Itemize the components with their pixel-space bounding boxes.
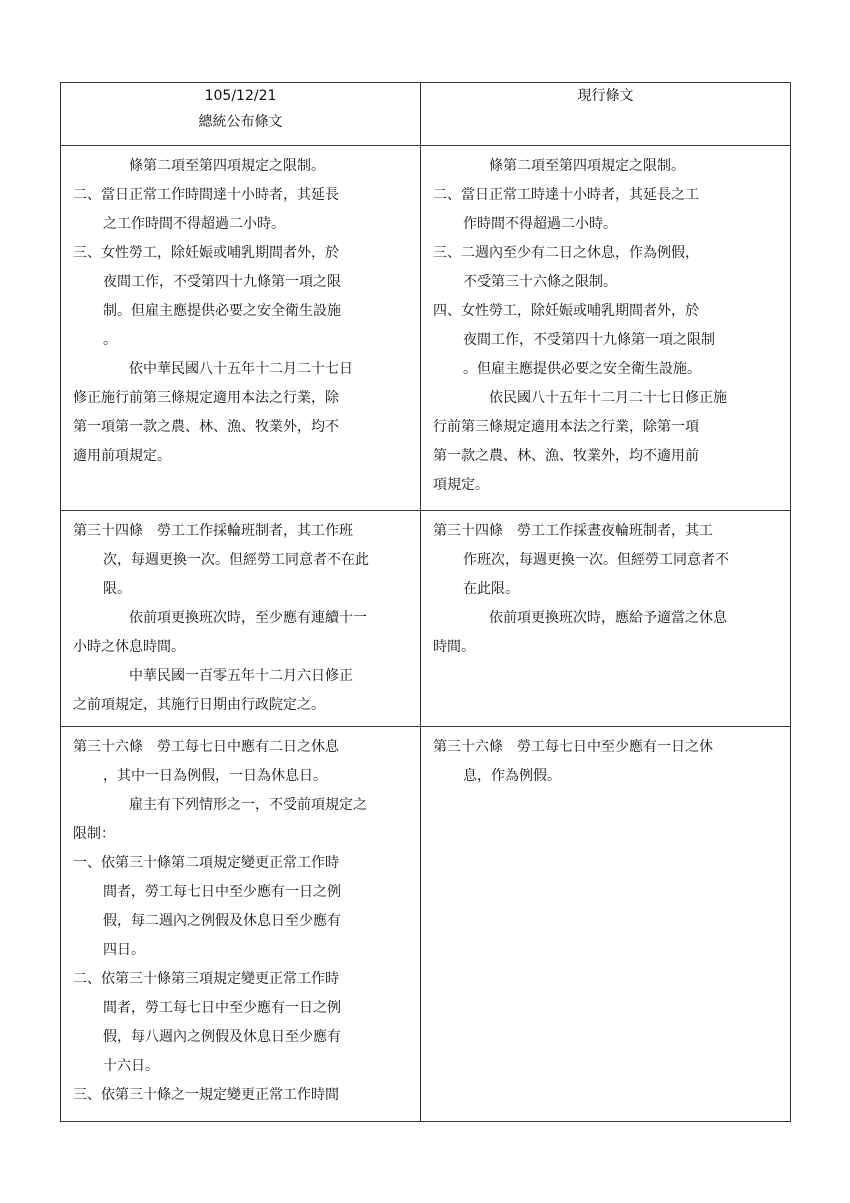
text-line: 小時之休息時間。 xyxy=(73,639,185,655)
header-right xyxy=(421,83,791,146)
text-line: 間者，勞工每七日中至少應有一日之例 xyxy=(103,1000,341,1016)
header-left-title: 總統公布條文 xyxy=(198,114,283,130)
text-line: 次，每週更換一次。但經勞工同意者不在此 xyxy=(103,552,369,568)
text-line: 修正施行前第三條規定適用本法之行業，除 xyxy=(73,390,339,406)
text-line: 三、依第三十條之一規定變更正常工作時間 xyxy=(73,1087,339,1103)
text-line: 一、依第三十條第二項規定變更正常工作時 xyxy=(73,855,339,871)
header-date: 105/12/21 xyxy=(204,88,277,104)
table-row xyxy=(61,511,791,727)
text-line: 第一款之農、林、漁、牧業外，均不適用前 xyxy=(433,448,699,464)
left-cell xyxy=(61,146,421,511)
text-line: ，其中一日為例假，一日為休息日。 xyxy=(103,768,327,784)
text-line: 條第二項至第四項規定之限制。 xyxy=(129,158,325,174)
text-line: 十六日。 xyxy=(103,1058,159,1074)
right-cell xyxy=(421,146,791,511)
text-line: 之工作時間不得超過二小時。 xyxy=(103,216,285,232)
text-line: 作時間不得超過二小時。 xyxy=(463,216,617,232)
text-line: 二、依第三十條第三項規定變更正常工作時 xyxy=(73,971,339,987)
text-line: 條第二項至第四項規定之限制。 xyxy=(489,158,685,174)
text-line: 第三十四條 勞工工作採晝夜輪班制者，其工 xyxy=(433,523,713,539)
header-right-title: 現行條文 xyxy=(577,88,634,104)
text-line: 二、當日正常工作時間達十小時者，其延長 xyxy=(73,187,339,203)
text-line: 二、當日正常工時達十小時者，其延長之工 xyxy=(433,187,699,203)
text-line: 夜間工作，不受第四十九條第一項之限制 xyxy=(463,332,715,348)
text-line: 第三十六條 勞工每七日中至少應有一日之休 xyxy=(433,739,713,755)
text-line: 項規定。 xyxy=(433,477,489,493)
text-line: 第三十六條 勞工每七日中應有二日之休息 xyxy=(73,739,339,755)
text-line: 四、女性勞工，除妊娠或哺乳期間者外，於 xyxy=(433,303,699,319)
text-line: 四日。 xyxy=(103,942,145,958)
right-cell xyxy=(421,511,791,727)
text-line: 限制： xyxy=(73,826,115,842)
text-line: 中華民國一百零五年十二月六日修正 xyxy=(129,668,353,684)
header-row xyxy=(61,83,791,146)
text-line: 制。但雇主應提供必要之安全衛生設施 xyxy=(103,303,341,319)
text-line: 限。 xyxy=(103,581,131,597)
text-line: 息，作為例假。 xyxy=(463,768,561,784)
text-line: 間者，勞工每七日中至少應有一日之例 xyxy=(103,884,341,900)
text-line: 夜間工作，不受第四十九條第一項之限 xyxy=(103,274,341,290)
text-line: 適用前項規定。 xyxy=(73,448,171,464)
text-line: 雇主有下列情形之一，不受前項規定之 xyxy=(129,797,367,813)
text-line: 假，每二週內之例假及休息日至少應有 xyxy=(103,913,341,929)
text-line: 依民國八十五年十二月二十七日修正施 xyxy=(489,390,727,406)
text-line: 三、二週內至少有二日之休息，作為例假， xyxy=(433,245,699,261)
text-line: 依中華民國八十五年十二月二十七日 xyxy=(129,361,353,377)
text-line: 時間。 xyxy=(433,639,475,655)
table-row xyxy=(61,727,791,1122)
text-line: 在此限。 xyxy=(463,581,519,597)
text-line: 第一項第一款之農、林、漁、牧業外，均不 xyxy=(73,419,339,435)
text-line: 三、女性勞工，除妊娠或哺乳期間者外，於 xyxy=(73,245,339,261)
left-cell xyxy=(61,727,421,1122)
text-line: 。但雇主應提供必要之安全衛生設施。 xyxy=(463,361,701,377)
text-line: 依前項更換班次時，應給予適當之休息 xyxy=(489,610,727,626)
left-cell xyxy=(61,511,421,727)
header-left xyxy=(61,83,421,146)
text-line: 依前項更換班次時，至少應有連續十一 xyxy=(129,610,367,626)
text-line: 。 xyxy=(103,332,117,348)
text-line: 行前第三條規定適用本法之行業，除第一項 xyxy=(433,419,699,435)
text-line: 之前項規定，其施行日期由行政院定之。 xyxy=(73,697,325,713)
text-line: 假，每八週內之例假及休息日至少應有 xyxy=(103,1029,341,1045)
text-line: 第三十四條 勞工工作採輪班制者，其工作班 xyxy=(73,523,353,539)
right-cell xyxy=(421,727,791,1122)
text-line: 作班次，每週更換一次。但經勞工同意者不 xyxy=(463,552,729,568)
comparison-table xyxy=(60,82,791,1122)
table-row xyxy=(61,146,791,511)
text-line: 不受第三十六條之限制。 xyxy=(463,274,617,290)
